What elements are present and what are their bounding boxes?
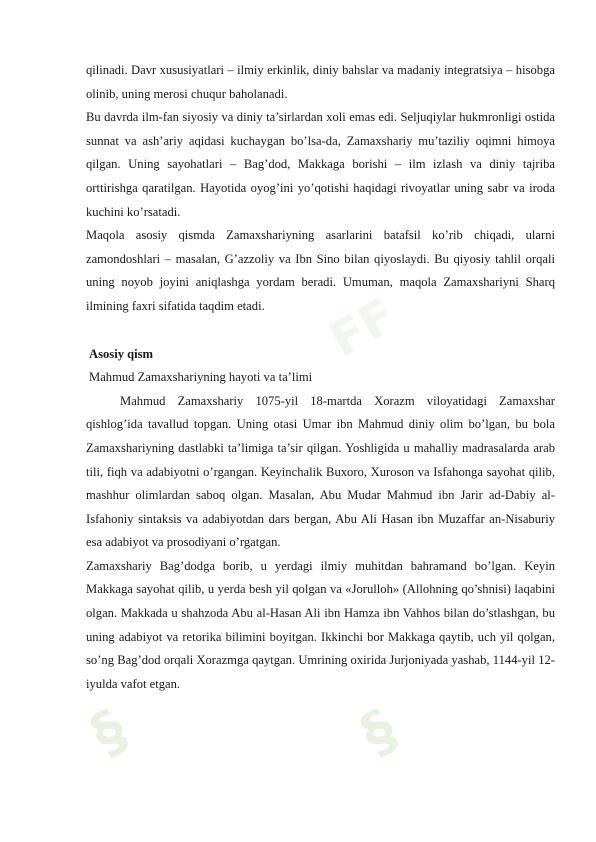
paragraph: Bu davrda ilm-fan siyosiy va diniy ta’sirlardan xoli emas edi. Seljuqiylar hukmronligi ostida sunnat va ash’ariy aqidasi kuchaygan bo’lsa-da, Zamaxshariy mu’taziliy oqimni himoya qilgan. Uning sayohatlari – Bag’dod, Makkaga borishi – ilm izlash va diniy tajriba orttirishga qaratilgan. Hayotida oyog’ini yo’qotishi haqidagi rivoyatlar uning sabr va iroda kuchini ko’rsatadi. bbox=[86, 110, 555, 219]
watermark-mark: § bbox=[80, 697, 138, 768]
document-body bbox=[86, 59, 555, 696]
watermark-mark: FF bbox=[320, 287, 406, 369]
section-heading: Asosiy qism bbox=[89, 346, 154, 361]
paragraph: Zamaxshariy Bag’dodga borib, u yerdagi ilmiy muhitdan bahramand bo’lgan. Keyin Makkaga sayohat qilib, u yerda besh yil qolgan va «Jorulloh» (Allohning qo’shnisi) laqabini olgan. Makkada u shahzoda Abu al-Hasan Ali ibn Hamza ibn Vahhos bilan do’stlashgan, bu uning adabiyot va retorika bilimini boyitgan. Ikkinchi bor Makkaga qaytib, uch yil qolgan, so’ng Bag’dod orqali Xorazmga qaytgan. Umrining oxirida Jurjoniyada yashab, 1144-yil 12-iyulda vafot etgan. bbox=[86, 558, 555, 691]
paragraph: qilinadi. Davr xususiyatlari – ilmiy erkinlik, diniy bahslar va madaniy integratsiya – hisobga olinib, uning merosi chuqur baholanadi. bbox=[86, 63, 555, 101]
section-subheading: Mahmud Zamaxshariyning hayoti va ta’limi bbox=[89, 370, 313, 385]
paragraph: Mahmud Zamaxshariy 1075-yil 18-martda Xorazm viloyatidagi Zamaxshar qishlog’ida tavallud topgan. Uning otasi Umar ibn Mahmud diniy olim bo’lgan, bu bola Zamaxshariyning dastlabki ta’limiga ta’sir qilgan. Yoshligida u mahalliy madrasalarda arab tili, fiqh va adabiyotni o’rgangan. Keyinchalik Buxoro, Xuroson va Isfahonga sayohat qilib, mashhur olimlardan saboq olgan. Masalan, Abu Mudar Mahmud ibn Jarir ad-Dabiy al-Isfahoniy sintaksis va adabiyotdan dars bergan, Abu Ali Hasan ibn Muzaffar an-Nisaburiy esa adabiyot va prosodiyani o’rgatgan. bbox=[86, 393, 555, 550]
watermark-mark: § bbox=[350, 697, 408, 768]
paragraph-gap bbox=[86, 319, 555, 343]
paragraph: Maqola asosiy qismda Zamaxshariyning asarlarini batafsil ko’rib chiqadi, ularni zamondoshlari – masalan, G’azzoliy va Ibn Sino bilan qiyoslaydi. Bu qiyosiy tahlil orqali uning noyob joyini aniqlashga yordam beradi. Umuman, maqola Zamaxshariyni Sharq ilmining faxri sifatida taqdim etadi. bbox=[86, 228, 555, 313]
